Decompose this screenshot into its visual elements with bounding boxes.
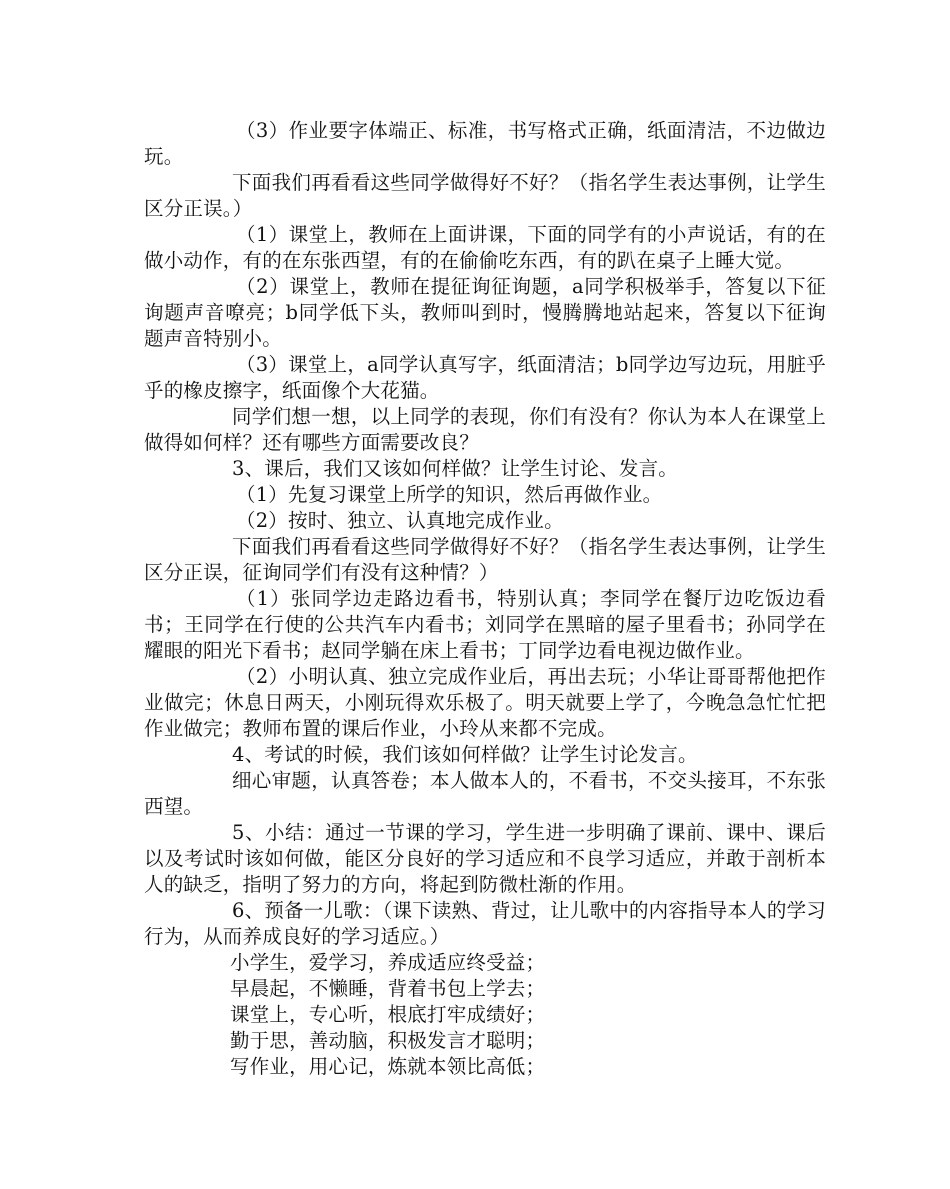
paragraph: （3）作业要字体端正、标准，书写格式正确，纸面清洁，不边做边玩。 [144,119,826,168]
document-body [144,118,826,1080]
paragraph: （1）先复习课堂上所学的知识，然后再做作业。 [236,483,663,506]
poem-line: 写作业，用心记，炼就本领比高低； [230,1055,546,1078]
poem-line: 勤于思，善动脑，积极发言才聪明； [230,1029,546,1052]
paragraph: 同学们想一想，以上同学的表现，你们有没有？你认为本人在课堂上做得如何样？还有哪些方面需要改良？ [144,405,826,454]
paragraph: 5、小结：通过一节课的学习，学生进一步明确了课前、课中、课后以及考试时该如何做，能区分良好的学习适应和不良学习适应，并敢于剖析本人的缺乏，指明了努力的方向，将起到防微杜渐的作用。 [144,821,826,896]
poem-line: 早晨起，不懒睡，背着书包上学去； [230,977,546,1000]
paragraph: （2）按时、独立、认真地完成作业。 [236,509,564,532]
paragraph: （1）课堂上，教师在上面讲课，下面的同学有的小声说话，有的在做小动作，有的在东张西望，有的在偷偷吃东西，有的趴在桌子上睡大觉。 [144,223,826,272]
paragraph: （2）小明认真、独立完成作业后，再出去玩；小华让哥哥帮他把作业做完；休息日两天，小刚玩得欢乐极了。明天就要上学了，今晚急急忙忙把作业做完；教师布置的课后作业，小玲从来都不完成。 [144,665,826,740]
paragraph: 3、课后，我们又该如何样做？让学生讨论、发言。 [232,457,679,480]
paragraph: 6、预备一儿歌：（课下读熟、背过，让儿歌中的内容指导本人的学习行为，从而养成良好的学习适应。） [144,899,826,948]
paragraph: 细心审题，认真答卷；本人做本人的，不看书，不交头接耳，不东张西望。 [144,769,826,818]
paragraph: 下面我们再看看这些同学做得好不好？（指名学生表达事例，让学生区分正误，征询同学们有没有这种情？） [144,535,826,584]
paragraph: 下面我们再看看这些同学做得好不好？（指名学生表达事例，让学生区分正误。） [144,171,826,220]
paragraph: （1）张同学边走路边看书，特别认真；李同学在餐厅边吃饭边看书；王同学在行使的公共汽车内看书；刘同学在黑暗的屋子里看书；孙同学在耀眼的阳光下看书；赵同学躺在床上看书；丁同学边看电视边做作业。 [144,587,826,662]
paragraph: （3）课堂上，a同学认真写字，纸面清洁；b同学边写边玩，用脏乎乎的橡皮擦字，纸面像个大花猫。 [144,353,826,402]
paragraph: （2）课堂上，教师在提征询征询题，a同学积极举手，答复以下征询题声音嘹亮；b同学低下头，教师叫到时，慢腾腾地站起来，答复以下征询题声音特别小。 [144,275,826,350]
poem-line: 课堂上，专心听，根底打牢成绩好； [230,1003,546,1026]
paragraph: 4、考试的时候，我们该如何样做？让学生讨论发言。 [232,743,698,766]
poem-line: 小学生，爱学习，养成适应终受益； [230,951,546,974]
